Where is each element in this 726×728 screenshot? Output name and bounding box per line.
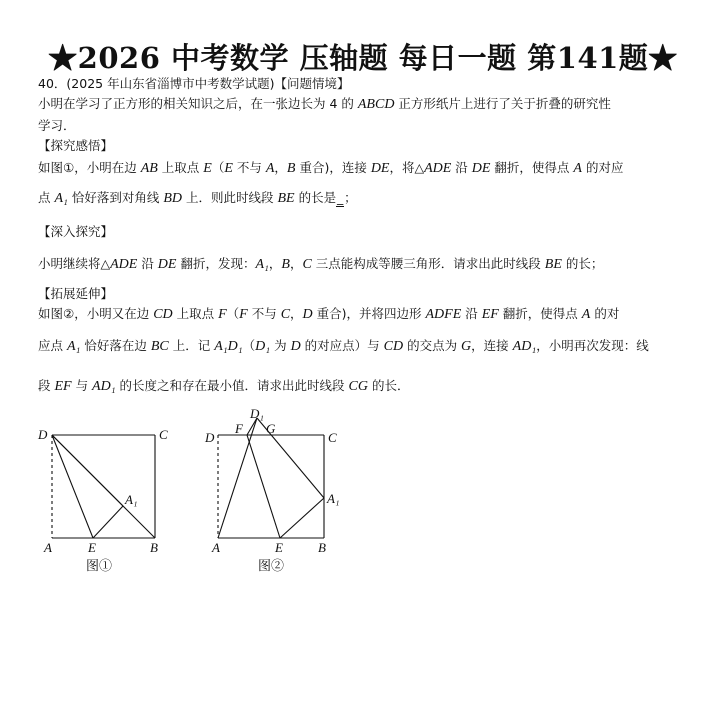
math-symbol: C	[280, 307, 291, 322]
math-symbol: E	[224, 161, 233, 176]
math-symbol: CD	[153, 307, 173, 322]
text-run: 如图①，小明在边	[38, 160, 141, 175]
text-run: 的长；	[561, 256, 604, 271]
text-run: 的对应	[581, 160, 624, 175]
text-run: 段	[38, 378, 55, 393]
text-run: 小明继续将△	[38, 256, 111, 271]
text-run: ，	[274, 160, 287, 175]
text-run: ，	[289, 256, 303, 271]
text-run: 沿	[451, 160, 472, 175]
problem-line	[38, 224, 113, 240]
label-d: D	[38, 427, 48, 442]
problem-line	[38, 286, 113, 302]
text-run: 的长度之和存在最小值．请求出此时线段	[115, 378, 349, 393]
text-run: 不与	[247, 306, 281, 321]
math-symbol: A₁	[255, 257, 269, 272]
text-run: 为	[270, 338, 291, 353]
math-symbol: CD	[383, 339, 404, 354]
math-symbol: ADE	[424, 161, 452, 176]
text-run: 小明在学习了正方形的相关知识之后，在一张边长为 4 的	[38, 96, 358, 111]
text-run: ；	[344, 190, 357, 205]
text-run: 的长是	[294, 190, 337, 205]
math-symbol: ADE	[110, 257, 138, 272]
math-symbol: A	[581, 307, 591, 322]
math-symbol: A₁D₁	[214, 339, 243, 354]
text-run: 恰好落在边	[80, 338, 151, 353]
problem-line	[38, 160, 623, 177]
text-run: ，	[290, 306, 303, 321]
text-run: 【深入探究】	[38, 224, 114, 239]
text-run: ，小明再次发现：线	[536, 338, 649, 353]
math-symbol: D	[302, 307, 313, 322]
math-symbol: A	[573, 161, 582, 176]
math-symbol: ABCD	[357, 97, 395, 112]
text-run: 正方形纸片上进行了关于折叠的研究性	[394, 96, 611, 111]
text-run: ，将△	[389, 160, 425, 175]
problem-line	[38, 76, 349, 92]
label-b: B	[150, 540, 158, 555]
math-symbol: AB	[140, 161, 158, 176]
label-e: E	[88, 540, 96, 555]
math-symbol: A₁	[66, 339, 81, 354]
text-run: 与	[71, 378, 93, 393]
text-run: （	[211, 160, 225, 175]
text-run: 不与	[232, 160, 266, 175]
text-run: 【拓展延伸】	[38, 286, 114, 301]
math-symbol: D₁	[255, 339, 271, 354]
math-symbol: AD₁	[92, 379, 116, 394]
text-run: ，连接	[471, 338, 513, 353]
text-run: 的对	[590, 306, 620, 321]
label-g: G	[266, 421, 276, 436]
math-symbol: BE	[544, 257, 562, 272]
math-symbol: ADFE	[425, 307, 462, 322]
figure-1	[30, 418, 180, 578]
label-d: D	[205, 430, 215, 445]
text-run: 上取点	[157, 160, 204, 175]
label-a: A	[212, 540, 220, 555]
segment-a1e	[280, 498, 324, 538]
math-symbol: DE	[370, 161, 390, 176]
text-run: 【探究感悟】	[38, 138, 114, 153]
text-run: 恰好落到对角线	[67, 190, 164, 205]
segment-ad1	[218, 418, 257, 538]
math-symbol: D	[290, 339, 301, 354]
math-symbol: DE	[471, 161, 491, 176]
math-symbol: G	[461, 339, 472, 354]
text-run: 如图②，小明又在边	[38, 306, 154, 321]
math-symbol: B	[286, 161, 296, 176]
math-symbol: AD₁	[512, 339, 537, 354]
caption-figure-1: 图①	[86, 558, 113, 573]
figure-2	[200, 404, 350, 578]
text-run: 翻折，发现：	[176, 256, 256, 271]
text-run: （	[242, 338, 256, 353]
text-run: 上．则此时线段	[182, 190, 278, 205]
label-a1: A₁	[327, 491, 340, 506]
text-run: 重合)，连接	[295, 160, 371, 175]
math-symbol: BC	[150, 339, 169, 354]
label-f: F	[235, 421, 243, 436]
label-a1: A₁	[125, 492, 138, 507]
text-run: 三点能构成等腰三角形．请求出此时线段	[311, 256, 545, 271]
text-run: 40．(2025 年山东省淄博市中考数学试题)【问题情境】	[38, 76, 350, 91]
segment-ef	[247, 435, 280, 538]
answer-blank: _	[336, 190, 344, 205]
text-run: 的长．	[367, 378, 410, 393]
label-a: A	[44, 540, 52, 555]
text-run: （	[226, 306, 240, 321]
text-run: 翻折，使得点	[498, 306, 582, 321]
label-c: C	[159, 427, 168, 442]
math-symbol: BD	[163, 191, 183, 206]
text-run: 点	[38, 190, 55, 205]
problem-line	[38, 190, 357, 207]
label-e: E	[275, 540, 283, 555]
page-title: ★2026 中考数学 压轴题 每日一题 第141题★	[48, 41, 678, 75]
text-run: 重合)，并将四边形	[312, 306, 426, 321]
math-symbol: EF	[481, 307, 499, 322]
caption-figure-2: 图②	[258, 558, 285, 573]
math-symbol: BE	[277, 191, 295, 206]
math-symbol: F	[239, 307, 248, 322]
math-symbol: B	[281, 257, 290, 272]
text-run: 应点	[38, 338, 67, 353]
math-symbol: DE	[157, 257, 177, 272]
text-run: 学习．	[38, 118, 76, 133]
label-b: B	[318, 540, 326, 555]
segment-ea1	[93, 506, 123, 538]
text-run: 翻折，使得点	[490, 160, 574, 175]
math-symbol: CG	[348, 379, 368, 394]
problem-line	[38, 138, 113, 154]
text-run: ，	[268, 256, 282, 271]
label-c: C	[328, 430, 337, 445]
text-run: 沿	[137, 256, 158, 271]
text-run: 上取点	[172, 306, 219, 321]
math-symbol: C	[302, 257, 312, 272]
problem-line	[38, 378, 409, 395]
math-symbol: EF	[54, 379, 72, 394]
problem-line	[38, 96, 611, 113]
math-symbol: E	[203, 161, 212, 176]
problem-line	[38, 118, 76, 134]
text-run: 上．记	[168, 338, 215, 353]
segment-da1	[52, 435, 123, 506]
text-run: 的对应点）与	[300, 338, 384, 353]
text-run: 的交点为	[403, 338, 462, 353]
math-symbol: A	[265, 161, 275, 176]
text-run: 沿	[461, 306, 482, 321]
problem-line	[38, 256, 603, 273]
math-symbol: A₁	[54, 191, 68, 206]
problem-line	[38, 306, 619, 323]
segment-de	[52, 435, 93, 538]
label-d1: D₁	[250, 406, 264, 421]
problem-line	[38, 338, 649, 355]
math-symbol: F	[218, 307, 227, 322]
